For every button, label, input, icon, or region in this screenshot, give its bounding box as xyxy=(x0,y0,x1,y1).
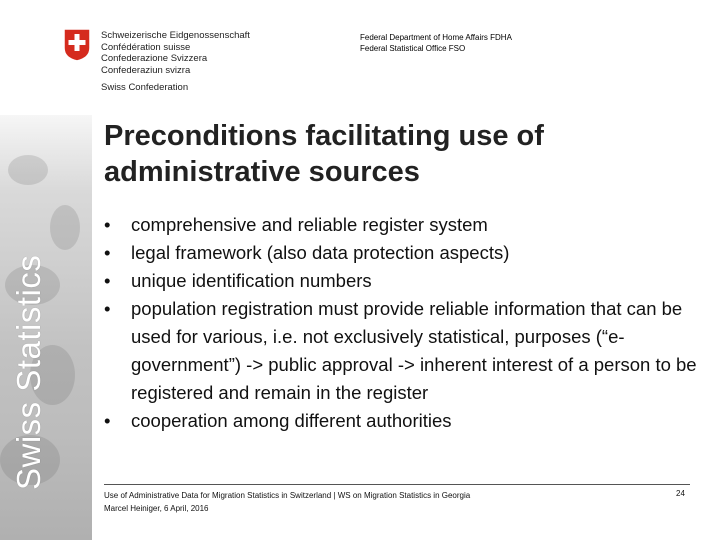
bullet-item xyxy=(104,239,704,267)
bullet-item xyxy=(104,407,704,435)
bullet-item xyxy=(104,211,704,239)
confederation-rm: Confederaziun svizra xyxy=(101,64,191,76)
page-number: 24 xyxy=(676,489,685,498)
bullet-text: unique identification numbers xyxy=(131,270,372,291)
swiss-statistics-brand: Swiss Statistics xyxy=(10,254,47,490)
slide-title xyxy=(104,118,704,190)
bullet-marker: • xyxy=(104,242,111,263)
confederation-names xyxy=(101,30,250,76)
bullet-marker: • xyxy=(104,270,111,291)
office-name: Federal Statistical Office FSO xyxy=(360,44,466,53)
bullet-marker: • xyxy=(104,298,111,319)
footer-line1: Use of Administrative Data for Migration Statistics in Switzerland | WS on Migration Statistics in Georgia xyxy=(104,491,471,500)
bullet-text: comprehensive and reliable register system xyxy=(131,214,488,235)
slide-title-line2: administrative sources xyxy=(104,156,420,188)
department-block xyxy=(360,32,512,54)
bullet-list xyxy=(104,211,704,435)
bullet-text: legal framework (also data protection aspects) xyxy=(131,242,510,263)
department-name: Federal Department of Home Affairs FDHA xyxy=(360,33,512,42)
bullet-item xyxy=(104,267,704,295)
bullet-text: population registration must provide reliable information that can be used for various, i.e. not exclusively statistical, purposes (“e-government”) -> public approval -> inherent interest of a person to be registered and remain in the register xyxy=(131,298,697,403)
swiss-cross-shield-icon xyxy=(63,28,91,62)
bullet-marker: • xyxy=(104,214,111,235)
confederation-it: Confederazione Svizzera xyxy=(101,53,208,64)
confederation-en: Swiss Confederation xyxy=(101,82,189,93)
bullet-item xyxy=(104,295,704,407)
confederation-de: Schweizerische Eidgenossenschaft xyxy=(101,30,250,41)
confederation-fr: Confédération suisse xyxy=(101,41,191,53)
footer-line2: Marcel Heiniger, 6 April, 2016 xyxy=(104,504,209,513)
footer-text xyxy=(104,489,470,515)
bullet-text: cooperation among different authorities xyxy=(131,410,452,431)
footer-divider xyxy=(104,484,690,485)
slide-title-line1: Preconditions facilitating use of xyxy=(104,120,544,152)
bullet-marker: • xyxy=(104,410,111,431)
